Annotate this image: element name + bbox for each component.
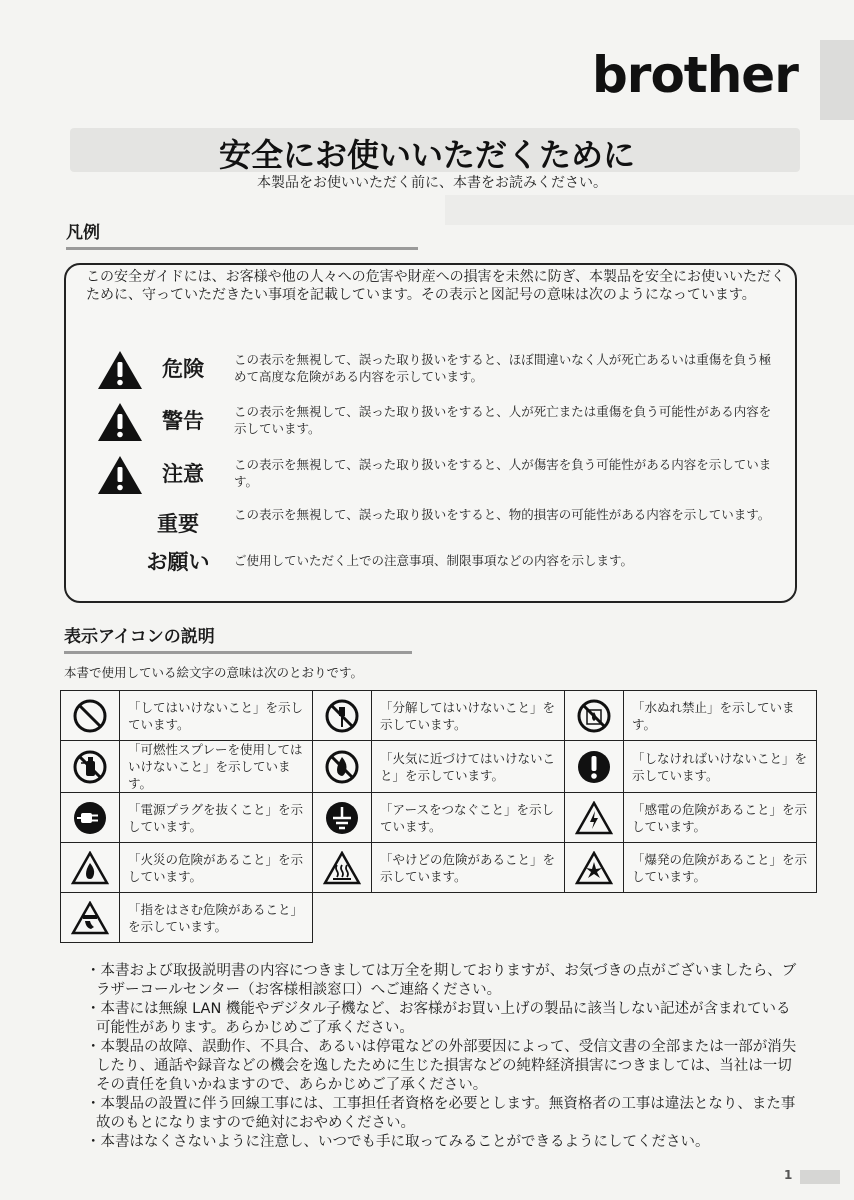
notes-list	[86, 962, 802, 1152]
fire-hazard-icon	[61, 843, 120, 893]
icon-desc: 「指をはさむ危険があること」を示しています。	[120, 893, 313, 943]
legend-row-danger	[66, 345, 796, 395]
icon-desc: 「火災の危険があること」を示しています。	[120, 843, 313, 893]
icon-desc: 「アースをつなぐこと」を示しています。	[372, 793, 565, 843]
prohibition-icon	[61, 691, 120, 741]
page-number: 1	[784, 1168, 793, 1182]
unplug-icon	[61, 793, 120, 843]
legend-row-caution	[66, 450, 796, 500]
note-item: ・本書はなくさないように注意し、いつでも手に取ってみることができるようにしてください。	[86, 1134, 710, 1150]
legend-heading: 凡例	[66, 218, 418, 250]
icons-heading: 表示アイコンの説明	[64, 622, 412, 654]
icon-desc: 「感電の危険があること」を示しています。	[624, 793, 817, 843]
explosion-icon	[565, 843, 624, 893]
warning-triangle-icon	[96, 349, 144, 391]
legend-desc-danger: この表示を無視して、誤った取り扱いをすると、ほぼ間違いなく人が死亡あるいは重傷を負う極めて高度な危険がある内容を示しています。	[234, 352, 772, 384]
icon-desc: 「火気に近づけてはいけないこと」を示しています。	[372, 741, 565, 793]
legend-intro: この安全ガイドには、お客様や他の人々への危害や財産への損害を未然に防ぎ、本製品を安全にお使いいただくために、守っていただきたい事項を記載しています。その表示と図記号の意味は次のようになっています。	[86, 269, 786, 303]
icon-desc: 「爆発の危険があること」を示しています。	[624, 843, 817, 893]
legend-desc-warning: この表示を無視して、誤った取り扱いをすると、人が死亡または重傷を負う可能性がある内容を示しています。	[234, 404, 772, 436]
legend-row-request	[66, 538, 796, 588]
icon-legend-table	[60, 690, 817, 943]
warning-triangle-icon	[96, 401, 144, 443]
no-water-icon	[565, 691, 624, 741]
legend-label-warning: 警告	[162, 409, 204, 433]
icon-desc: 「可燃性スプレーを使用してはいけないこと」を示しています。	[120, 741, 313, 793]
icon-desc: 「電源プラグを抜くこと」を示しています。	[120, 793, 313, 843]
warning-triangle-icon	[96, 454, 144, 496]
legend-desc-caution: この表示を無視して、誤った取り扱いをすると、人が傷害を負う可能性がある内容を示しています。	[234, 457, 772, 489]
icon-desc: 「しなければいけないこと」を示しています。	[624, 741, 817, 793]
icons-intro: 本書で使用している絵文字の意味は次のとおりです。	[64, 665, 364, 680]
no-spray-icon	[61, 741, 120, 793]
note-item: ・本書および取扱説明書の内容につきましては万全を期しておりますが、お気づきの点がございましたら、ブラザーコールセンター（お客様相談窓口）へご連絡ください。	[86, 963, 797, 998]
icon-desc: 「してはいけないこと」を示しています。	[120, 691, 313, 741]
no-disassembly-icon	[313, 691, 372, 741]
icon-desc: 「分解してはいけないこと」を示しています。	[372, 691, 565, 741]
mandatory-icon	[565, 741, 624, 793]
ground-icon	[313, 793, 372, 843]
hot-surface-icon	[313, 843, 372, 893]
note-item: ・本製品の設置に伴う回線工事には、工事担任者資格を必要とします。無資格者の工事は違法となり、また事故のもとになりますので絶対におやめください。	[86, 1096, 796, 1131]
legend-label-important: 重要	[157, 512, 199, 536]
icon-desc: 「水ぬれ禁止」を示しています。	[624, 691, 817, 741]
no-fire-icon	[313, 741, 372, 793]
side-strip	[820, 40, 854, 120]
icon-desc: 「やけどの危険があること」を示しています。	[372, 843, 565, 893]
note-item: ・本製品の故障、誤動作、不具合、あるいは停電などの外部要因によって、受信文書の全部または一部が消失したり、通話や録音などの機会を逸したために生じた損害などの純粋経済損害につきましては、当社は一切その責任を負いかねますので、あらかじめご了承ください。	[86, 1039, 797, 1093]
page-title: 安全にお使いいただくために	[218, 136, 635, 174]
electric-shock-icon	[565, 793, 624, 843]
page-tab	[800, 1170, 840, 1184]
legend-desc-request: ご使用していただく上での注意事項、制限事項などの内容を示します。	[234, 553, 634, 568]
background-band	[445, 195, 854, 225]
note-item: ・本書には無線 LAN 機能やデジタル子機など、お客様がお買い上げの製品に該当しない記述が含まれている可能性があります。あらかじめご了承ください。	[86, 1001, 791, 1036]
legend-label-caution: 注意	[162, 462, 204, 486]
legend-row-warning	[66, 397, 796, 447]
brand-logo: brother	[592, 46, 798, 104]
legend-label-request: お願い	[146, 550, 210, 574]
legend-label-danger: 危険	[162, 357, 204, 381]
legend-desc-important: この表示を無視して、誤った取り扱いをすると、物的損害の可能性がある内容を示しています。	[234, 507, 771, 522]
pinch-hazard-icon	[61, 893, 120, 943]
page-subtitle: 本製品をお使いいただく前に、本書をお読みください。	[257, 175, 607, 191]
